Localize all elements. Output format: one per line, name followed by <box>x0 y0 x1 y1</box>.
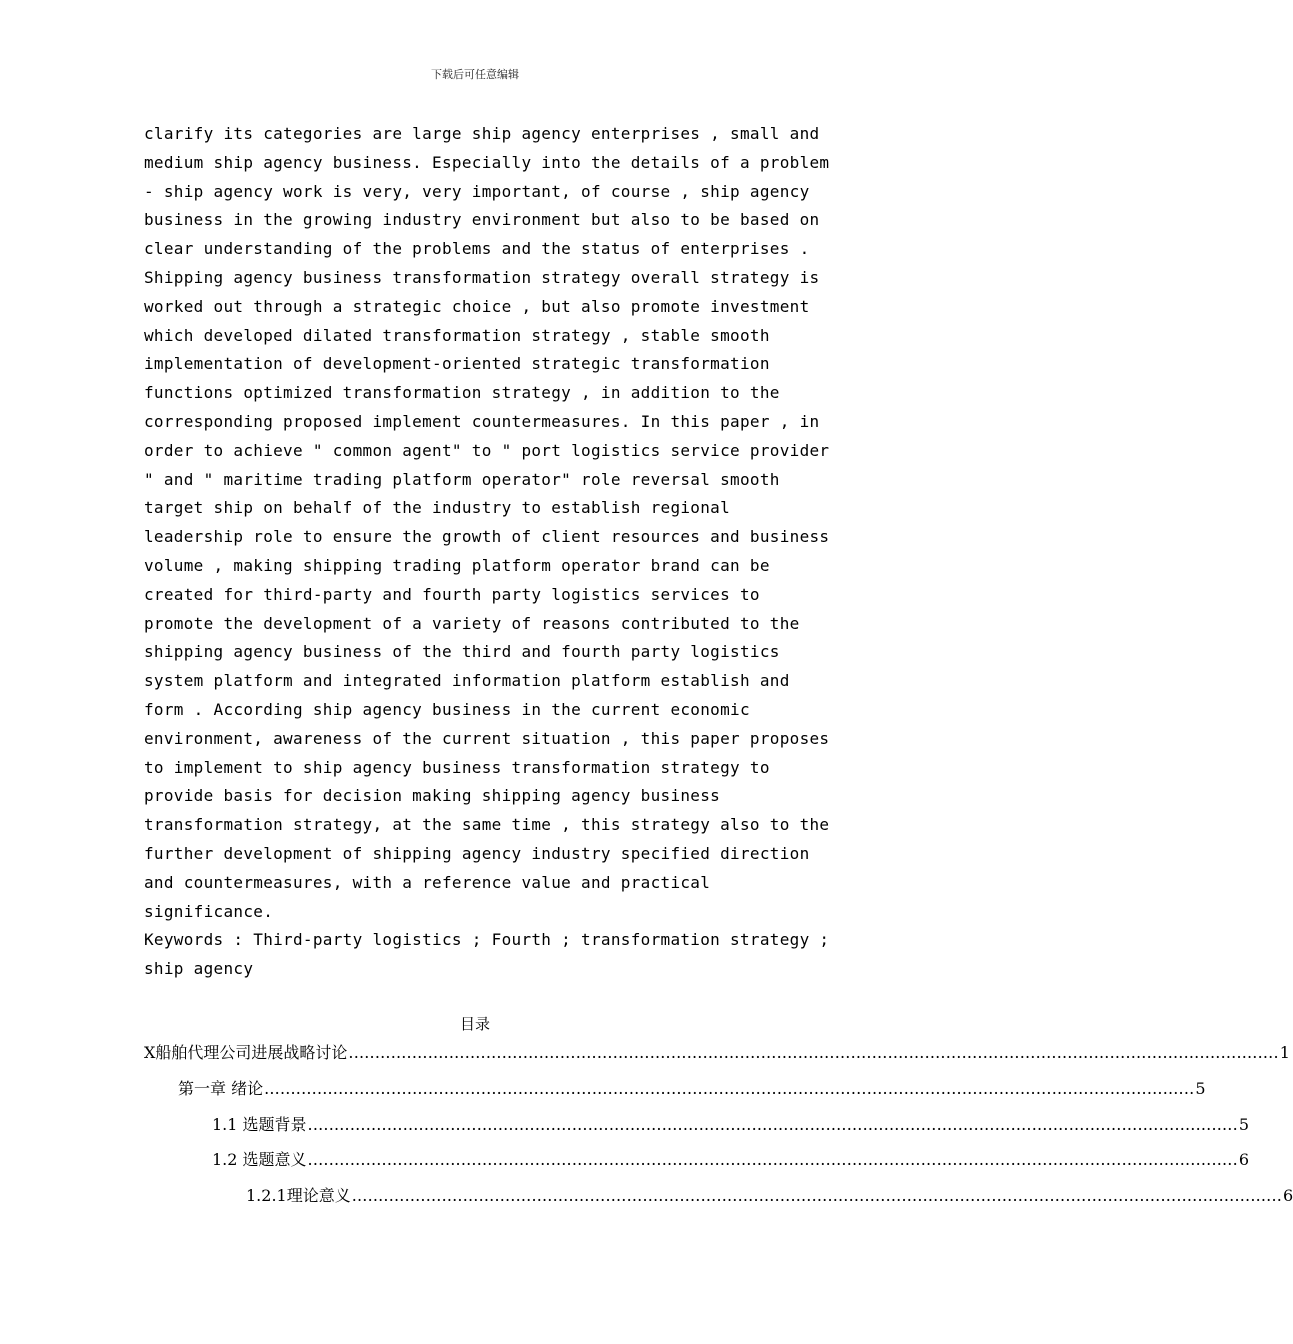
toc-dot-leader: ................................................................................................................................................................................ <box>348 1043 1279 1062</box>
abstract-line: leadership role to ensure the growth of client resources and business <box>144 527 830 547</box>
abstract-line: which developed dilated transformation strategy , stable smooth <box>144 325 770 345</box>
abstract-line: - ship agency work is very, very important, of course , ship agency <box>144 181 810 201</box>
abstract-line: " and " maritime trading platform operator" role reversal smooth <box>144 469 780 489</box>
toc-dot-leader: ................................................................................................................................................................................ <box>264 1079 1195 1098</box>
abstract-line: provide basis for decision making shipping agency business <box>144 786 721 806</box>
abstract-text <box>144 120 830 984</box>
toc-title: 目录 <box>459 1015 490 1033</box>
toc-entry-title: 第一章 绪论 <box>178 1079 264 1098</box>
abstract-line: volume , making shipping trading platform operator brand can be <box>144 555 770 575</box>
abstract-line: and countermeasures, with a reference value and practical <box>144 872 711 892</box>
keywords-line: ship agency <box>144 959 254 979</box>
abstract-line: form . According ship agency business in the current economic <box>144 699 750 719</box>
toc-entry[interactable] <box>178 1076 1206 1100</box>
abstract-line: medium ship agency business. Especially into the details of a problem <box>144 152 830 172</box>
abstract-line: system platform and integrated information platform establish and <box>144 671 790 691</box>
toc-entry[interactable] <box>212 1112 1250 1136</box>
toc-entry-title: 1.1 选题背景 <box>212 1115 307 1134</box>
toc-dot-leader: ................................................................................................................................................................................ <box>351 1186 1283 1205</box>
abstract-line: target ship on behalf of the industry to establish regional <box>144 498 731 518</box>
abstract-line: order to achieve " common agent" to " port logistics service provider <box>144 440 830 460</box>
toc-dot-leader: ................................................................................................................................................................................ <box>307 1115 1238 1134</box>
abstract-line: functions optimized transformation strategy , in addition to the <box>144 383 780 403</box>
toc-entry[interactable] <box>246 1183 1293 1207</box>
toc-entry-page: 5 <box>1238 1115 1250 1134</box>
abstract-line: clarify its categories are large ship agency enterprises , small and <box>144 124 820 143</box>
abstract-line: created for third-party and fourth party logistics services to <box>144 584 760 604</box>
abstract-line: transformation strategy, at the same time , this strategy also to the <box>144 815 830 835</box>
toc-entry[interactable] <box>144 1040 1290 1064</box>
abstract-line: corresponding proposed implement countermeasures. In this paper , in <box>144 411 820 431</box>
abstract-line: Shipping agency business transformation strategy overall strategy is <box>144 267 820 287</box>
abstract-line: further development of shipping agency industry specified direction <box>144 843 810 863</box>
abstract-line: significance. <box>144 901 274 921</box>
abstract-line: to implement to ship agency business transformation strategy to <box>144 757 770 777</box>
abstract-line: business in the growing industry environment but also to be based on <box>144 210 820 230</box>
abstract-line: shipping agency business of the third and fourth party logistics <box>144 642 780 662</box>
toc-entry-title: 1.2.1理论意义 <box>246 1186 351 1205</box>
abstract-line: implementation of development-oriented strategic transformation <box>144 354 770 374</box>
toc-entry-page: 6 <box>1238 1150 1250 1169</box>
toc-entry[interactable] <box>212 1147 1250 1171</box>
page-header: 下载后可任意编辑 <box>431 68 519 81</box>
keywords-line: Keywords : Third-party logistics ; Fourth ; transformation strategy ; <box>144 930 830 950</box>
toc-entry-title: X船舶代理公司进展战略讨论 <box>144 1043 348 1062</box>
abstract-line: worked out through a strategic choice , but also promote investment <box>144 296 810 316</box>
abstract-line: clear understanding of the problems and the status of enterprises . <box>144 239 810 259</box>
toc-entry-page: 5 <box>1195 1079 1206 1098</box>
toc-entry-page: 1 <box>1279 1043 1290 1062</box>
abstract-line: promote the development of a variety of reasons contributed to the <box>144 613 800 633</box>
toc-entry-page: 6 <box>1283 1186 1293 1205</box>
toc-dot-leader: ................................................................................................................................................................................ <box>307 1150 1238 1169</box>
toc-entry-title: 1.2 选题意义 <box>212 1150 307 1169</box>
abstract-line: environment, awareness of the current situation , this paper proposes <box>144 728 830 748</box>
